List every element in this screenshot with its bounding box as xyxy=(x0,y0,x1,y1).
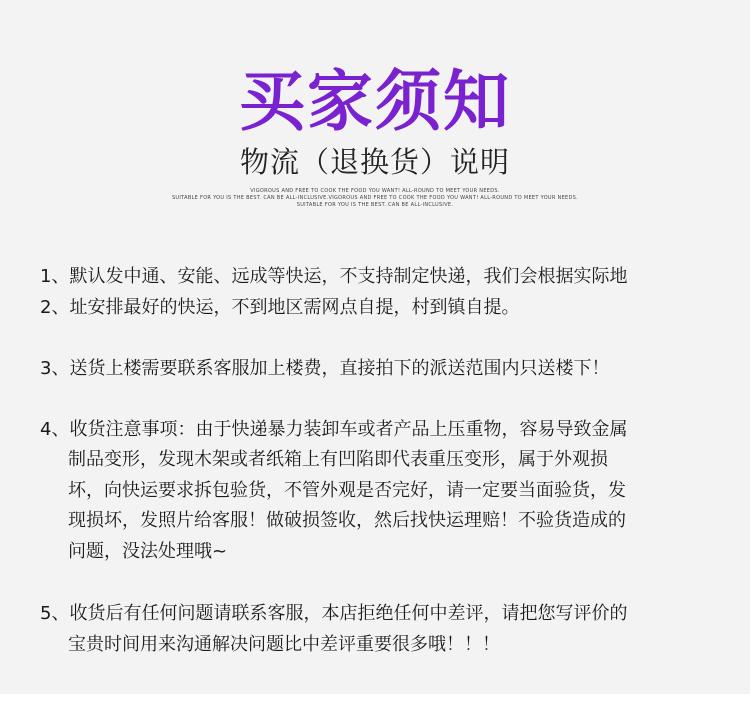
notice-list xyxy=(40,262,712,660)
page-title: 买家须知 xyxy=(239,63,511,140)
notice-line: 4、收货注意事项：由于快递暴力装卸车或者产品上压重物，容易导致金属 xyxy=(40,418,628,440)
notice-item-inspection xyxy=(40,415,712,568)
tagline-line: SUITABLE FOR YOU IS THE BEST. CAN BE ALL-INCLUSIVE. xyxy=(296,202,454,208)
notice-line: 宝贵时间用来沟通解决问题比中差评重要很多哦！！！ xyxy=(68,633,500,655)
tagline-line: VIGOROUS AND FREE TO COOK THE FOOD YOU WANT! ALL-ROUND TO MEET YOUR NEEDS. xyxy=(250,188,500,194)
notice-item-shipping xyxy=(40,262,712,323)
notice-line: 现损坏，发照片给客服！做破损签收，然后找快运理赔！不验货造成的 xyxy=(68,510,626,531)
tagline-line: SUITABLE FOR YOU IS THE BEST. CAN BE ALL-INCLUSIVE.VIGOROUS AND FREE TO COOK THE FOOD YOU WANT! ALL-ROUND TO MEET YOUR NEEDS. xyxy=(171,195,579,201)
notice-line: 3、送货上楼需要联系客服加上楼费，直接拍下的派送范围内只送楼下！ xyxy=(40,358,610,379)
notice-line: 坏，向快运要求拆包验货，不管外观是否完好，请一定要当面验货，发 xyxy=(68,479,626,501)
english-tagline xyxy=(150,188,600,209)
page-subtitle: 物流（退换货）说明 xyxy=(239,145,510,179)
notice-line: 制品变形，发现木架或者纸箱上有凹陷即代表重压变形，属于外观损 xyxy=(68,449,608,470)
notice-item-after-sales xyxy=(40,599,712,660)
notice-line: 问题，没法处理哦~ xyxy=(68,540,228,562)
notice-line: 5、收货后有任何问题请联系客服，本店拒绝任何中差评，请把您写评价的 xyxy=(40,603,628,624)
notice-item-delivery xyxy=(40,354,712,385)
notice-line: 2、址安排最好的快运，不到地区需网点自提，村到镇自提。 xyxy=(40,296,520,318)
notice-line: 1、默认发中通、安能、远成等快运，不支持制定快递，我们会根据实际地 xyxy=(40,266,628,287)
